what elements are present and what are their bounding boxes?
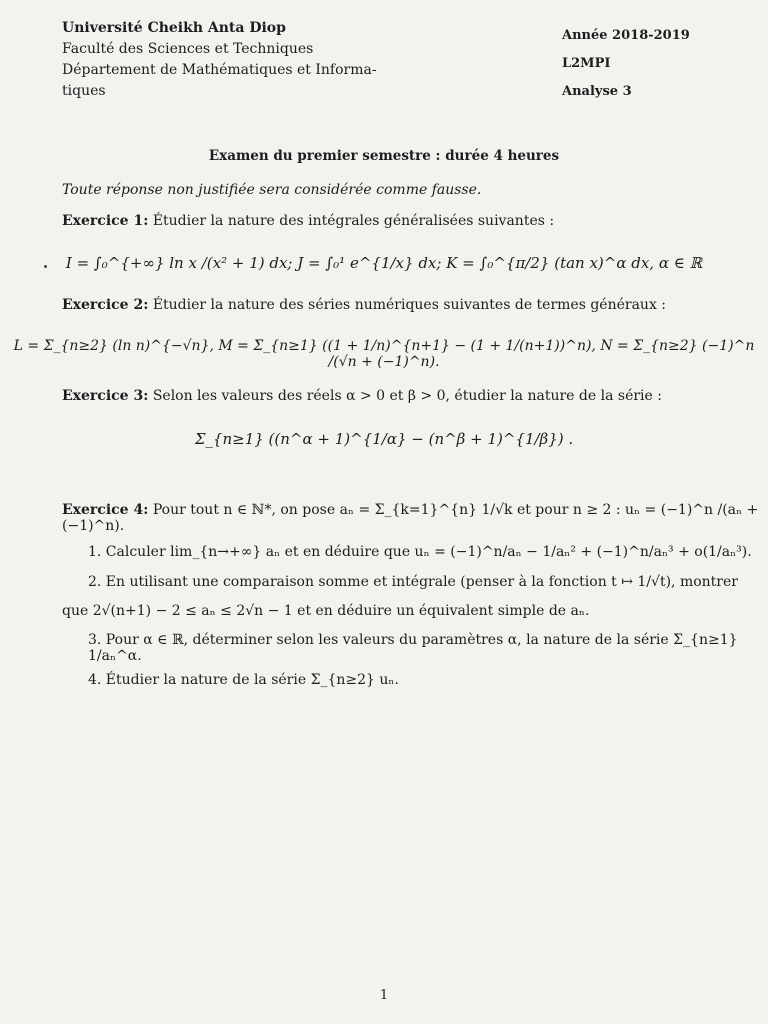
exercise-4-text: Pour tout n ∈ ℕ*, on pose aₙ = Σ_{k=1}^{n} 1/√k et pour n ≥ 2 : uₙ = (−1)^n /(aₙ + (−1)^n).	[62, 502, 759, 534]
exercise-4-item-2: 2. En utilisant une comparaison somme et intégrale (penser à la fonction t ↦ 1/√t), montrer	[88, 574, 738, 590]
department-name: Département de Mathématiques et Informa-	[62, 62, 377, 78]
exercise-4-heading	[62, 502, 768, 534]
page-number: 1	[379, 988, 389, 1003]
exercise-1-text: Étudier la nature des intégrales généralisées suivantes :	[152, 213, 555, 229]
institution-header	[62, 18, 392, 102]
department-name-cont: tiques	[62, 83, 106, 99]
exercise-2-label: Exercice 2:	[62, 297, 149, 313]
exercise-4-label: Exercice 4:	[62, 502, 149, 518]
exercise-4-item-3: 3. Pour α ∈ ℝ, déterminer selon les valeurs du paramètres α, la nature de la série Σ_{n≥1} 1/aₙ^α.	[88, 632, 738, 664]
exercise-3-heading	[62, 388, 662, 404]
exercise-1-formula: I = ∫₀^{+∞} ln x /(x² + 1) dx; J = ∫₀¹ e^{1/x} dx; K = ∫₀^{π/2} (tan x)^α dx, α ∈ ℝ	[65, 254, 703, 272]
exercise-4-item-4: 4. Étudier la nature de la série Σ_{n≥2} uₙ.	[88, 672, 399, 688]
university-name: Université Cheikh Anta Diop	[62, 20, 286, 36]
exam-notice: Toute réponse non justifiée sera considérée comme fausse.	[62, 182, 482, 198]
exercise-2-heading	[62, 297, 666, 313]
exercise-4-item-1: 1. Calculer lim_{n→+∞} aₙ et en déduire que uₙ = (−1)^n/aₙ − 1/aₙ² + (−1)^n/aₙ³ + o(1/aₙ³).	[88, 544, 752, 560]
class-level: L2MPI	[562, 56, 611, 71]
exercise-3-text: Selon les valeurs des réels α > 0 et β > 0, étudier la nature de la série :	[152, 388, 662, 404]
course-header	[562, 22, 690, 106]
course-name: Analyse 3	[562, 84, 632, 99]
exercise-1-heading	[62, 213, 554, 229]
exercise-2-text: Étudier la nature des séries numériques suivantes de termes généraux :	[152, 297, 667, 313]
exercise-2-formula: L = Σ_{n≥2} (ln n)^{−√n}, M = Σ_{n≥1} ((1 + 1/n)^{n+1} − (1 + 1/(n+1))^n), N = Σ_{n≥2} (−1)^n /(√n + (−1)^n).	[13, 338, 755, 370]
exercise-3-formula: Σ_{n≥1} ((n^α + 1)^{1/α} − (n^β + 1)^{1/β}) .	[194, 430, 574, 448]
scan-speck	[44, 265, 47, 268]
exercise-3-label: Exercice 3:	[62, 388, 149, 404]
exercise-4-item-2-cont: que 2√(n+1) − 2 ≤ aₙ ≤ 2√n − 1 et en déduire un équivalent simple de aₙ.	[62, 603, 590, 619]
academic-year: Année 2018-2019	[562, 28, 690, 43]
exam-title: Examen du premier semestre : durée 4 heures	[208, 148, 560, 164]
exercise-1-label: Exercice 1:	[62, 213, 149, 229]
faculty-name: Faculté des Sciences et Techniques	[62, 41, 314, 57]
